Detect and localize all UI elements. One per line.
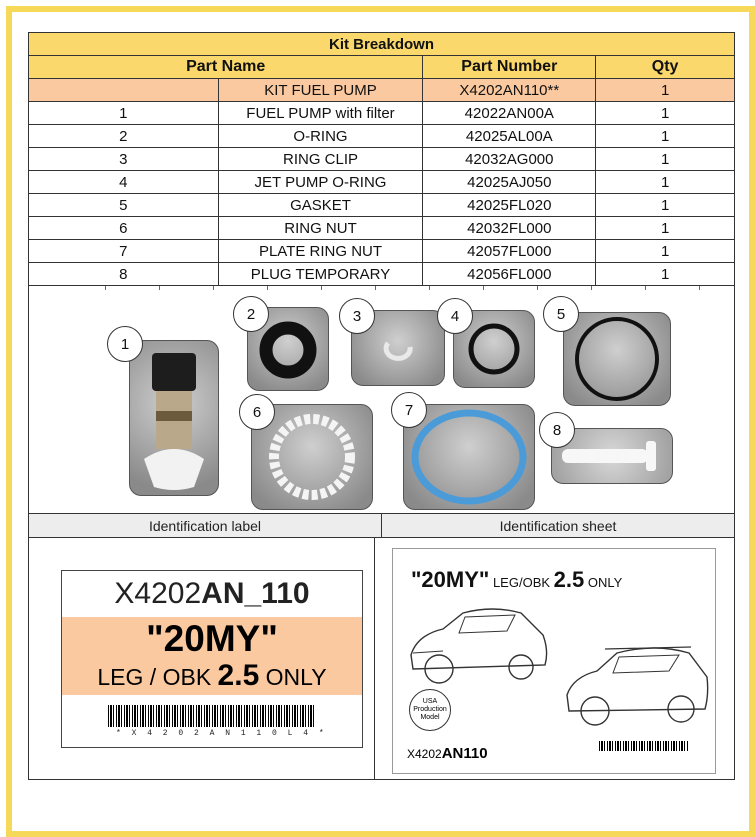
table-row xyxy=(29,148,735,171)
callout-8: 8 xyxy=(539,412,575,448)
row-number: 42025AJ050 xyxy=(423,171,596,194)
column-divider xyxy=(374,538,375,779)
identification-header-row xyxy=(28,514,735,538)
callout-3: 3 xyxy=(339,298,375,334)
label-applicability: LEG / OBK 2.5 ONLY xyxy=(97,659,327,692)
table-row xyxy=(29,171,735,194)
table-title: Kit Breakdown xyxy=(29,33,735,56)
fuel-pump-photo xyxy=(129,340,219,496)
header-part-number: Part Number xyxy=(423,56,596,79)
kit-breakdown-sheet xyxy=(28,32,743,780)
label-model-year: "20MY" xyxy=(146,618,278,659)
row-number: 42025AL00A xyxy=(423,125,596,148)
callout-2: 2 xyxy=(233,296,269,332)
identification-panel xyxy=(28,538,735,780)
table-row xyxy=(29,240,735,263)
row-number: 42025FL020 xyxy=(423,194,596,217)
car-illustration-outback xyxy=(561,637,711,737)
label-barcode xyxy=(108,705,316,727)
callout-7: 7 xyxy=(391,392,427,428)
callout-4: 4 xyxy=(437,298,473,334)
table-header-row xyxy=(29,56,735,79)
row-number: X4202AN110** xyxy=(423,79,596,102)
parts-photo-panel xyxy=(28,292,735,514)
table-row xyxy=(29,217,735,240)
sheet-part-code: X4202AN110 xyxy=(407,745,488,762)
row-no: 8 xyxy=(29,263,219,286)
table-title-row xyxy=(29,33,735,56)
table-row xyxy=(29,194,735,217)
table-row-kit xyxy=(29,79,735,102)
identification-label xyxy=(61,570,363,748)
row-qty: 1 xyxy=(596,148,735,171)
kit-breakdown-table xyxy=(28,32,735,286)
row-name: KIT FUEL PUMP xyxy=(218,79,423,102)
row-qty: 1 xyxy=(596,217,735,240)
row-no: 4 xyxy=(29,171,219,194)
row-no xyxy=(29,79,219,102)
row-no: 1 xyxy=(29,102,219,125)
row-name: RING CLIP xyxy=(218,148,423,171)
row-qty: 1 xyxy=(596,240,735,263)
row-qty: 1 xyxy=(596,125,735,148)
row-no: 2 xyxy=(29,125,219,148)
table-row xyxy=(29,102,735,125)
document-frame xyxy=(6,6,755,837)
row-name: PLATE RING NUT xyxy=(218,240,423,263)
row-number: 42032FL000 xyxy=(423,217,596,240)
row-qty: 1 xyxy=(596,79,735,102)
row-name: PLUG TEMPORARY xyxy=(218,263,423,286)
header-qty: Qty xyxy=(596,56,735,79)
callout-6: 6 xyxy=(239,394,275,430)
label-barcode-text: * X 4 2 0 2 A N 1 1 0 L 4 * xyxy=(116,729,327,738)
header-part-name: Part Name xyxy=(29,56,423,79)
row-name: FUEL PUMP with filter xyxy=(218,102,423,125)
row-no: 7 xyxy=(29,240,219,263)
label-model-band xyxy=(62,617,362,695)
identification-sheet-heading: Identification sheet xyxy=(499,518,617,534)
row-name: RING NUT xyxy=(218,217,423,240)
row-name: JET PUMP O-RING xyxy=(218,171,423,194)
callout-5: 5 xyxy=(543,296,579,332)
row-qty: 1 xyxy=(596,194,735,217)
table-row xyxy=(29,263,735,286)
table-row xyxy=(29,125,735,148)
identification-sheet xyxy=(392,548,716,774)
row-name: GASKET xyxy=(218,194,423,217)
gasket-photo xyxy=(563,312,671,406)
row-no: 3 xyxy=(29,148,219,171)
row-number: 42056FL000 xyxy=(423,263,596,286)
row-qty: 1 xyxy=(596,263,735,286)
row-number: 42032AG000 xyxy=(423,148,596,171)
sheet-title: "20MY" LEG/OBK 2.5 ONLY xyxy=(411,567,623,592)
usa-production-badge: USA Production Model xyxy=(409,689,451,731)
identification-label-heading: Identification label xyxy=(29,514,382,537)
row-no: 6 xyxy=(29,217,219,240)
label-part-code: X4202 AN_110 xyxy=(114,577,310,610)
sheet-barcode xyxy=(599,741,689,751)
callout-1: 1 xyxy=(107,326,143,362)
row-number: 42022AN00A xyxy=(423,102,596,125)
row-qty: 1 xyxy=(596,171,735,194)
row-name: O-RING xyxy=(218,125,423,148)
car-illustration-legacy xyxy=(403,595,553,695)
row-number: 42057FL000 xyxy=(423,240,596,263)
row-qty: 1 xyxy=(596,102,735,125)
row-no: 5 xyxy=(29,194,219,217)
